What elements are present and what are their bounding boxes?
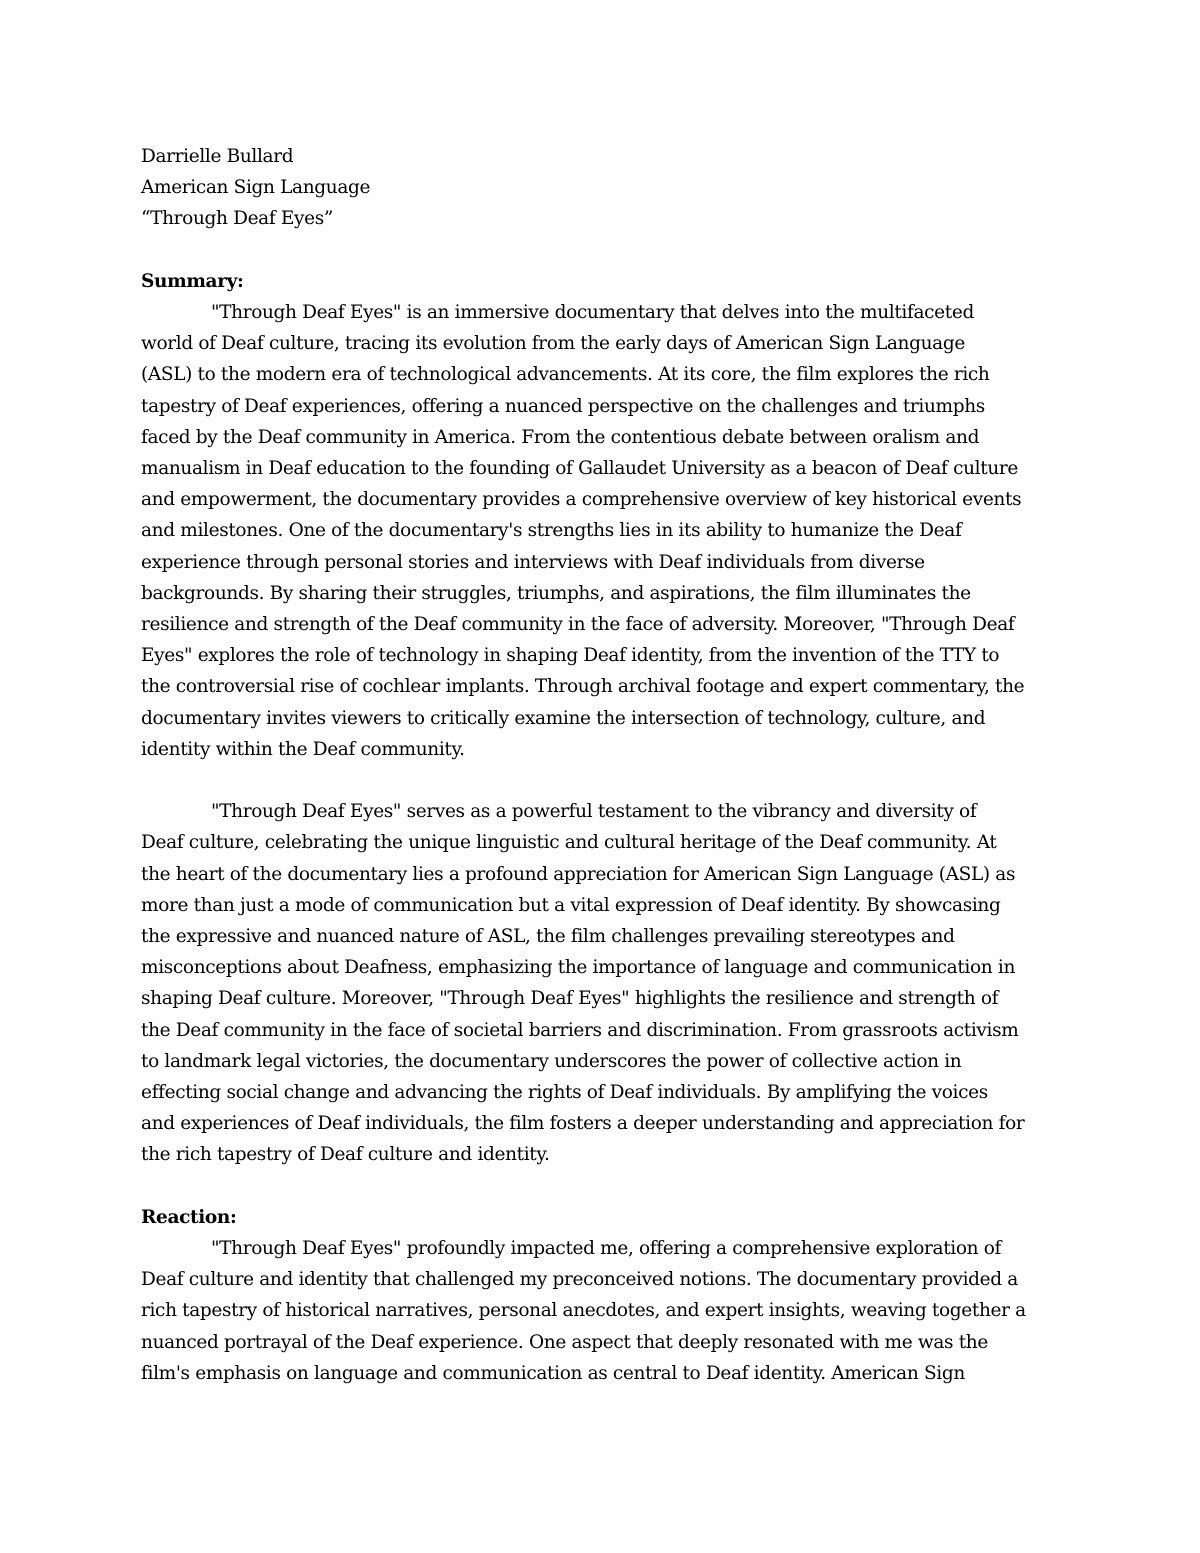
document-title: “Through Deaf Eyes” (141, 208, 333, 230)
text-line: the rich tapestry of Deaf culture and identity. (141, 1144, 550, 1166)
spacer (141, 1171, 1061, 1202)
text-line: and experiences of Deaf individuals, the film fosters a deeper understanding and appreciation for (141, 1113, 1025, 1135)
text-line: film's emphasis on language and communication as central to Deaf identity. American Sign (141, 1362, 965, 1384)
summary-paragraph-2 (141, 796, 1061, 1170)
text-line: nuanced portrayal of the Deaf experience. One aspect that deeply resonated with me was the (141, 1331, 988, 1353)
text-line: backgrounds. By sharing their struggles, triumphs, and aspirations, the film illuminates the (141, 582, 971, 604)
text-line: and milestones. One of the documentary's strengths lies in its ability to humanize the Deaf (141, 520, 962, 542)
text-line: the controversial rise of cochlear implants. Through archival footage and expert commentary, the (141, 676, 1025, 698)
text-line: experience through personal stories and interviews with Deaf individuals from diverse (141, 551, 925, 573)
text-line: "Through Deaf Eyes" is an immersive documentary that delves into the multifaceted (211, 302, 974, 323)
document-page (141, 141, 1061, 1389)
text-line: documentary invites viewers to critically examine the intersection of technology, culture, and (141, 707, 986, 729)
text-line: the heart of the documentary lies a profound appreciation for American Sign Language (ASL) as (141, 863, 1016, 885)
text-line: more than just a mode of communication but a vital expression of Deaf identity. By showcasing (141, 894, 1001, 916)
author-name: Darrielle Bullard (141, 146, 294, 167)
text-line: effecting social change and advancing the rights of Deaf individuals. By amplifying the voices (141, 1082, 988, 1104)
text-line: tapestry of Deaf experiences, offering a nuanced perspective on the challenges and triumphs (141, 395, 985, 417)
text-line: world of Deaf culture, tracing its evolution from the early days of American Sign Language (141, 333, 965, 355)
spacer (141, 235, 1061, 266)
text-line: "Through Deaf Eyes" profoundly impacted me, offering a comprehensive exploration of (211, 1238, 1002, 1260)
summary-heading: Summary: (141, 270, 244, 292)
text-line: misconceptions about Deafness, emphasizing the importance of language and communication in (141, 957, 1016, 979)
text-line: manualism in Deaf education to the founding of Gallaudet University as a beacon of Deaf culture (141, 458, 1018, 480)
text-line: Deaf culture and identity that challenged my preconceived notions. The documentary provided a (141, 1269, 1018, 1291)
reaction-heading: Reaction: (141, 1206, 237, 1228)
text-line: rich tapestry of historical narratives, personal anecdotes, and expert insights, weaving together a (141, 1300, 1026, 1322)
text-line: resilience and strength of the Deaf community in the face of adversity. Moreover, "Through Deaf (141, 614, 1015, 636)
spacer (141, 765, 1061, 796)
text-line: (ASL) to the modern era of technological advancements. At its core, the film explores the rich (141, 364, 990, 386)
text-line: to landmark legal victories, the documentary underscores the power of collective action in (141, 1050, 962, 1072)
text-line: shaping Deaf culture. Moreover, "Through Deaf Eyes" highlights the resilience and strength of (141, 988, 999, 1010)
summary-paragraph-1 (141, 297, 1061, 765)
text-line: Eyes" explores the role of technology in shaping Deaf identity, from the invention of the TTY to (141, 645, 1000, 667)
text-line: identity within the Deaf community. (141, 738, 465, 760)
text-line: Deaf culture, celebrating the unique linguistic and cultural heritage of the Deaf community. At (141, 832, 997, 854)
text-line: the Deaf community in the face of societal barriers and discrimination. From grassroots activism (141, 1019, 1019, 1041)
reaction-paragraph-1 (141, 1233, 1061, 1389)
text-line: "Through Deaf Eyes" serves as a powerful testament to the vibrancy and diversity of (211, 801, 977, 823)
text-line: the expressive and nuanced nature of ASL, the film challenges prevailing stereotypes and (141, 926, 955, 948)
text-line: and empowerment, the documentary provides a comprehensive overview of key historical events (141, 489, 1022, 511)
text-line: faced by the Deaf community in America. From the contentious debate between oralism and (141, 426, 980, 448)
course-name: American Sign Language (141, 177, 371, 199)
